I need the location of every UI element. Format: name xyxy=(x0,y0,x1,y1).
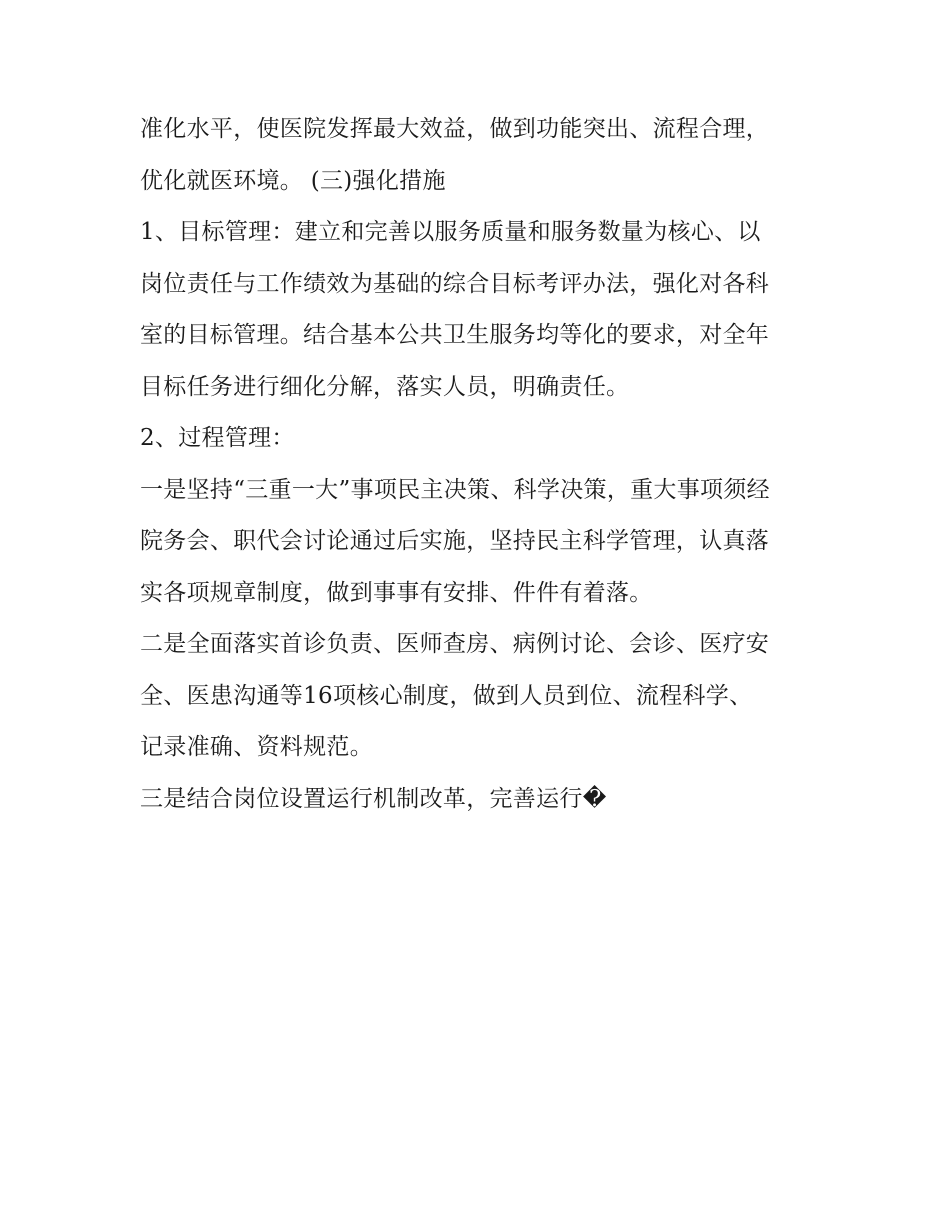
document-body xyxy=(140,104,830,825)
body-text-line: 三是结合岗位设置运行机制改革，完善运行� xyxy=(140,785,607,812)
body-text-line: 目标任务进行细化分解，落实人员，明确责任。 xyxy=(140,373,630,400)
body-text-line: 全、医患沟通等16项核心制度，做到人员到位、流程科学、 xyxy=(140,682,753,709)
body-text-line: 岗位责任与工作绩效为基础的综合目标考评办法，强化对各科 xyxy=(140,270,770,297)
body-text-line: 准化水平，使医院发挥最大效益，做到功能突出、流程合理， xyxy=(140,116,770,142)
body-text-line: 二是全面落实首诊负责、医师查房、病例讨论、会诊、医疗安 xyxy=(140,631,770,657)
body-text-line: 1、目标管理：建立和完善以服务质量和服务数量为核心、以 xyxy=(140,219,761,245)
body-text-line: 实各项规章制度，做到事事有安排、件件有着落。 xyxy=(140,579,653,606)
body-text-line: 院务会、职代会讨论通过后实施，坚持民主科学管理，认真落 xyxy=(140,528,770,554)
body-text-line: 优化就医环境。 (三)强化措施 xyxy=(140,167,446,194)
body-text-line: 室的目标管理。结合基本公共卫生服务均等化的要求，对全年 xyxy=(140,322,770,348)
body-text-line: 记录准确、资料规范。 xyxy=(140,734,373,760)
body-text-line: 2、过程管理： xyxy=(140,425,295,451)
body-text-line: 一是坚持“三重一大”事项民主决策、科学决策，重大事项须经 xyxy=(140,476,770,503)
